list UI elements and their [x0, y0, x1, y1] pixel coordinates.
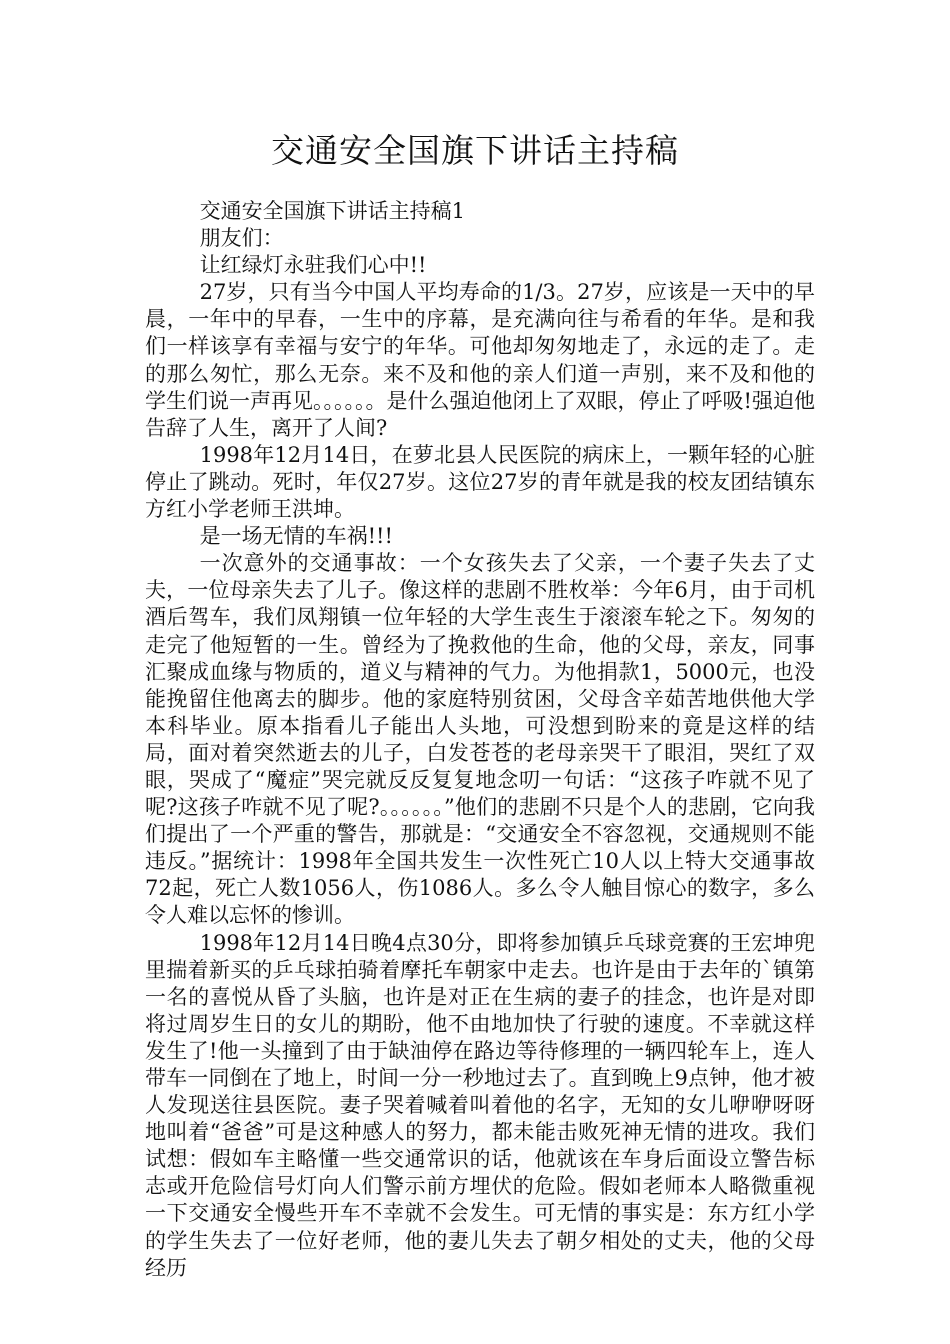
document-body [145, 198, 815, 1282]
paragraph-heading: 交通安全国旗下讲话主持稿1 [199, 199, 465, 223]
paragraph-slogan: 让红绿灯永驻我们心中!! [199, 253, 427, 278]
paragraph: 1998年12月14日晚4点30分，即将参加镇乒乓球竞赛的王宏坤兜里揣着新买的乒乓球拍骑着摩托车朝家中走去。也许是由于去年的`镇第一名的喜悦从昏了头脑，也许是对正在生病的妻子的挂念，也许是对即将过周岁生日的女儿的期盼，他不由地加快了行驶的速度。不幸就这样发生了!他一头撞到了由于缺油停在路边等待修理的一辆四轮车上，连人带车一同倒在了地上，时间一分一秒地过去了。直到晚上9点钟，他才被人发现送往县医院。妻子哭着喊着叫着他的名字，无知的女儿咿咿呀呀地叫着“爸爸”可是这种感人的努力，都未能击败死神无情的进攻。我们试想：假如车主略懂一些交通常识的话，他就该在车身后面设立警告标志或开危险信号灯向人们警示前方埋伏的危险。假如老师本人略微重视一下交通安全慢些开车不幸就不会发生。可无情的事实是：东方红小学的学生失去了一位好老师，他的妻儿失去了朝夕相处的丈夫，他的父母经历 [145, 930, 815, 1280]
paragraph: 1998年12月14日，在萝北县人民医院的病床上，一颗年轻的心脏停止了跳动。死时，年仅27岁。这位27岁的青年就是我的校友团结镇东方红小学老师王洪坤。 [145, 442, 815, 522]
document-title: 交通安全国旗下讲话主持稿 [271, 131, 679, 170]
paragraph: 一次意外的交通事故：一个女孩失去了父亲，一个妻子失去了丈夫，一位母亲失去了儿子。像这样的悲剧不胜枚举：今年6月，由于司机酒后驾车，我们凤翔镇一位年轻的大学生丧生于滚滚车轮之下。匆匆的走完了他短暂的一生。曾经为了挽救他的生命，他的父母，亲友，同事汇聚成血缘与物质的，道义与精神的气力。为他捐款1，5000元，也没能挽留住他离去的脚步。他的家庭特别贫困，父母含辛茹苦地供他大学本科毕业。原本指看儿子能出人头地，可没想到盼来的竟是这样的结局，面对着突然逝去的儿子，白发苍苍的老母亲哭干了眼泪，哭红了双眼，哭成了“魔症”哭完就反反复复地念叨一句话：“这孩子咋就不见了呢?这孩子咋就不见了呢?。。。。。。”他们的悲剧不只是个人的悲剧，它向我们提出了一个严重的警告，那就是：“交通安全不容忽视，交通规则不能违反。”据统计：1998年全国共发生一次性死亡10人以上特大交通事故72起，死亡人数1056人，伤1086人。多么令人触目惊心的数字，多么令人难以忘怀的惨训。 [145, 551, 815, 928]
paragraph-greeting: 朋友们： [199, 226, 284, 251]
paragraph: 是一场无情的车祸!!! [199, 524, 393, 549]
paragraph: 27岁，只有当今中国人平均寿命的1/3。27岁，应该是一天中的早晨，一年中的早春，一生中的序幕，是充满向往与希看的年华。是和我们一样该享有幸福与安宁的年华。可他却匆匆地走了，永远的走了。走的那么匆忙，那么无奈。来不及和他的亲人们道一声别，来不及和他的学生们说一声再见。。。。。。是什么强迫他闭上了双眼，停止了呼吸!强迫他告辞了人生，离开了人间? [145, 280, 815, 440]
